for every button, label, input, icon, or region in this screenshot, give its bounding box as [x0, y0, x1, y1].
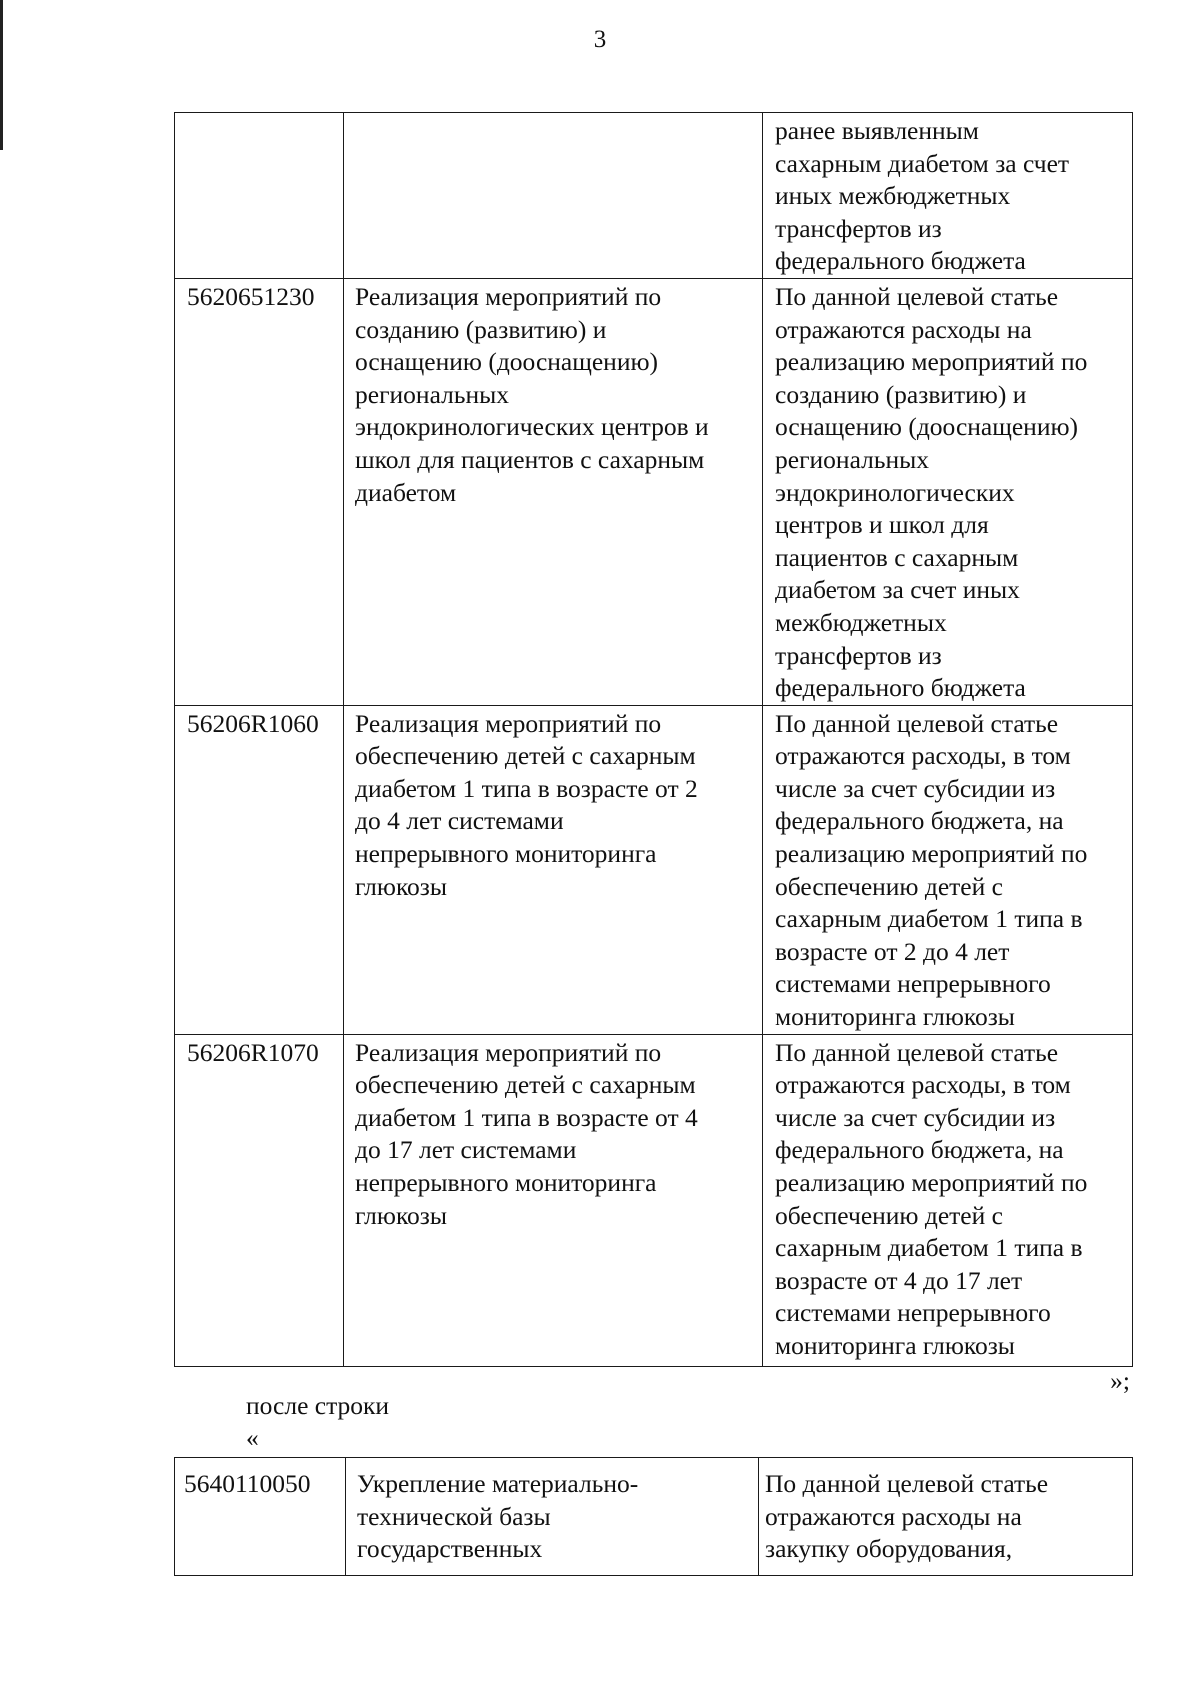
row-code-cell: 5620651230 [175, 278, 344, 705]
table-row [175, 113, 1133, 279]
row-code-cell: 56206R1060 [175, 705, 344, 1034]
opening-quote: « [246, 1423, 259, 1452]
budget-code-table [174, 112, 1133, 1367]
row-code-cell: 56206R1070 [175, 1034, 344, 1366]
table-row [175, 278, 1133, 705]
scan-edge-mark [0, 0, 3, 150]
row-explanation-cell: По данной целевой статье отражаются расходы на закупку оборудования, [759, 1458, 1133, 1576]
row-code-cell: 5640110050 [175, 1458, 346, 1576]
page-number: 3 [593, 26, 607, 53]
row-explanation-cell: По данной целевой статье отражаются расходы, в том числе за счет субсидии из федерального бюджета, на реализацию мероприятий по обеспечению детей с сахарным диабетом 1 типа в возрасте от 2 до 4 лет системами непрерывного мониторинга глюкозы [763, 705, 1133, 1034]
row-explanation-cell: По данной целевой статье отражаются расходы на реализацию мероприятий по созданию (развитию) и оснащению (дооснащению) региональных эндокринологических центров и школ для пациентов с сахарным диабетом за счет иных межбюджетных трансфертов из федерального бюджета [763, 278, 1133, 705]
row-description-cell [344, 113, 763, 279]
table-row [175, 705, 1133, 1034]
row-description-cell: Укрепление материально- технической базы государственных [346, 1458, 759, 1576]
table-row [175, 1034, 1133, 1366]
inserted-row-table [174, 1457, 1133, 1576]
row-description-cell: Реализация мероприятий по обеспечению детей с сахарным диабетом 1 типа в возрасте от 4 до 17 лет системами непрерывного мониторинга глюкозы [344, 1034, 763, 1366]
row-description-cell: Реализация мероприятий по созданию (развитию) и оснащению (дооснащению) региональных эндокринологических центров и школ для пациентов с сахарным диабетом [344, 278, 763, 705]
row-code-cell [175, 113, 344, 279]
row-description-cell: Реализация мероприятий по обеспечению детей с сахарным диабетом 1 типа в возрасте от 2 до 4 лет системами непрерывного мониторинга глюкозы [344, 705, 763, 1034]
closing-quote: »; [1110, 1366, 1130, 1395]
after-line-text: после строки [246, 1391, 390, 1420]
row-explanation-cell: По данной целевой статье отражаются расходы, в том числе за счет субсидии из федерального бюджета, на реализацию мероприятий по обеспечению детей с сахарным диабетом 1 типа в возрасте от 4 до 17 лет системами непрерывного мониторинга глюкозы [763, 1034, 1133, 1366]
row-explanation-cell: ранее выявленным сахарным диабетом за счет иных межбюджетных трансфертов из федерального бюджета [763, 113, 1133, 279]
table-row [175, 1458, 1133, 1576]
